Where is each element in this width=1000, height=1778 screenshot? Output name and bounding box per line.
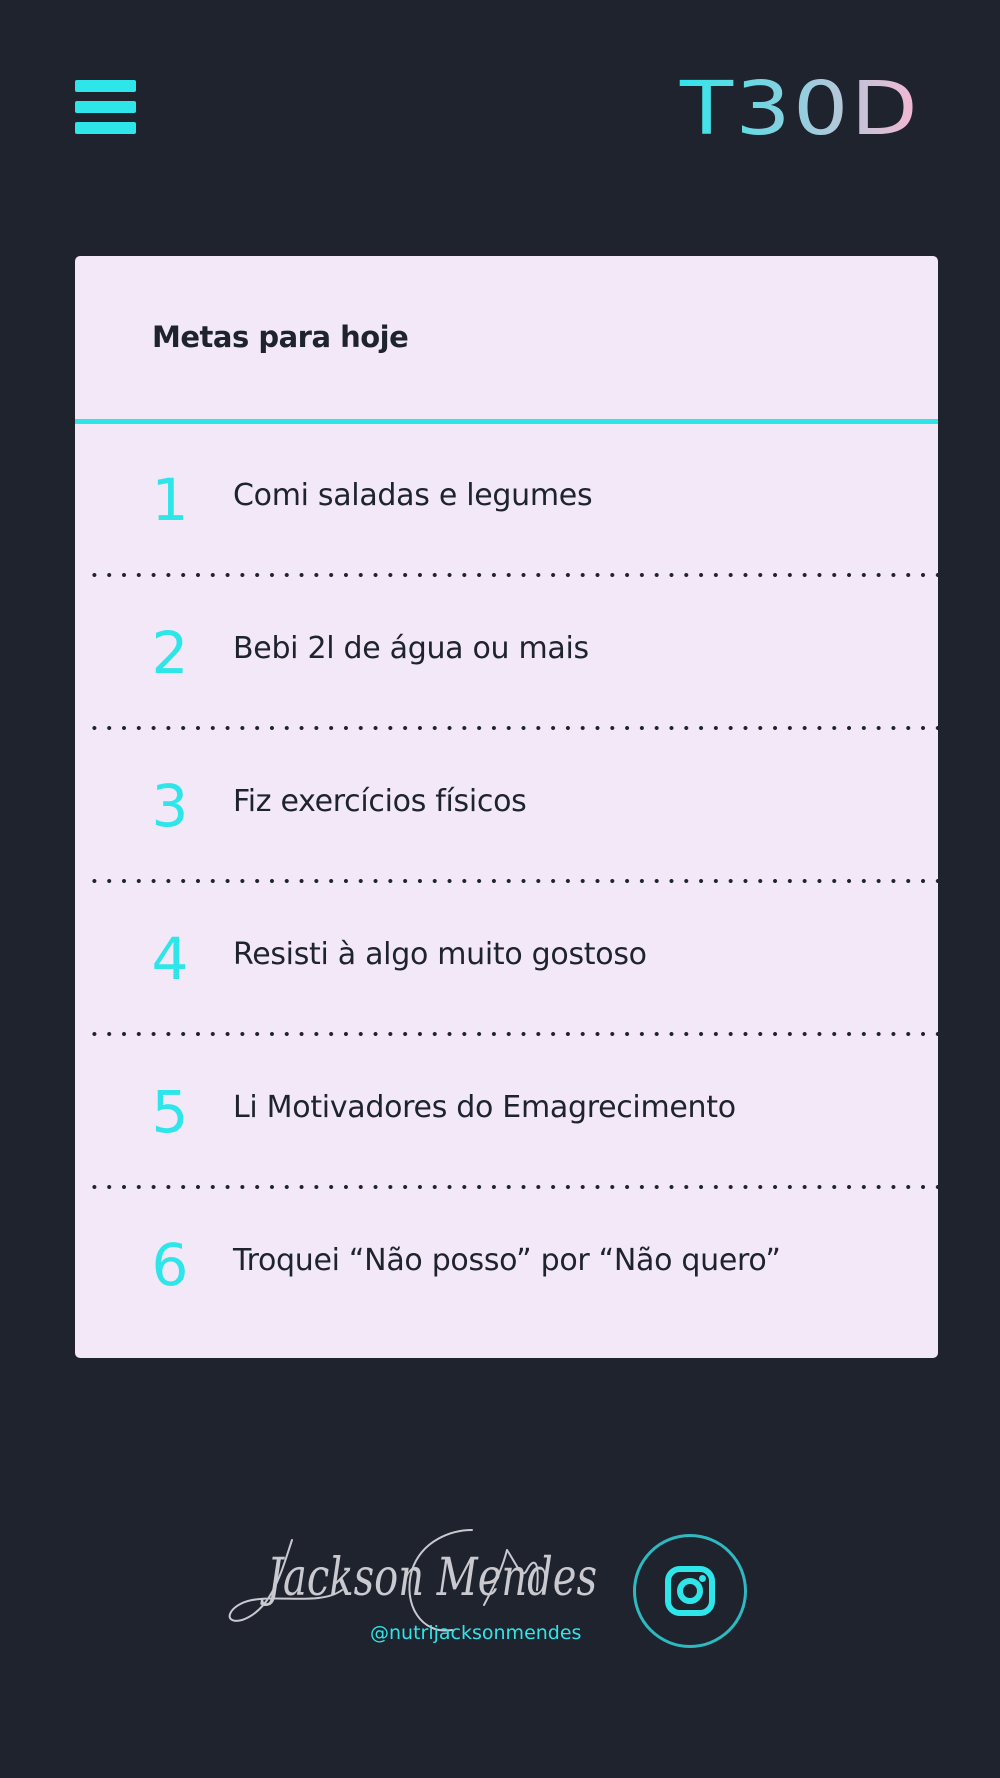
goal-number: 3: [151, 772, 189, 840]
app-logo: [680, 62, 930, 158]
goal-text: Bebi 2l de água ou mais: [233, 631, 589, 666]
hamburger-icon: [75, 80, 136, 92]
goal-item[interactable]: [75, 1189, 938, 1342]
instagram-handle[interactable]: @nutrijacksonmendes: [370, 1622, 582, 1644]
goal-text: Li Motivadores do Emagrecimento: [233, 1090, 736, 1125]
goal-item[interactable]: [75, 577, 938, 730]
card-header: [75, 256, 938, 424]
goal-list: [75, 424, 938, 1358]
signature-text: Jackson Mendes: [260, 1548, 597, 1608]
goal-number: 4: [151, 925, 189, 993]
card-title: Metas para hoje: [152, 320, 409, 354]
instagram-icon: [665, 1566, 715, 1616]
goal-text: Troquei “Não posso” por “Não quero”: [233, 1243, 781, 1278]
goal-number: 6: [151, 1231, 189, 1299]
goals-card: [75, 256, 938, 1358]
instagram-button[interactable]: [633, 1534, 747, 1648]
goal-item[interactable]: [75, 883, 938, 1036]
hamburger-icon-bar: [75, 122, 136, 134]
goal-number: 2: [151, 619, 189, 687]
goal-text: Fiz exercícios físicos: [233, 784, 527, 819]
hamburger-icon-bar: [75, 101, 136, 113]
goal-item[interactable]: [75, 424, 938, 577]
menu-button[interactable]: [75, 78, 137, 138]
goal-item[interactable]: [75, 730, 938, 883]
logo-text: T30D: [678, 66, 920, 152]
goal-number: 1: [151, 466, 189, 534]
goal-number: 5: [151, 1078, 189, 1146]
goal-text: Resisti à algo muito gostoso: [233, 937, 647, 972]
goal-item[interactable]: [75, 1036, 938, 1189]
signature: [222, 1510, 622, 1640]
goal-text: Comi saladas e legumes: [233, 478, 593, 513]
